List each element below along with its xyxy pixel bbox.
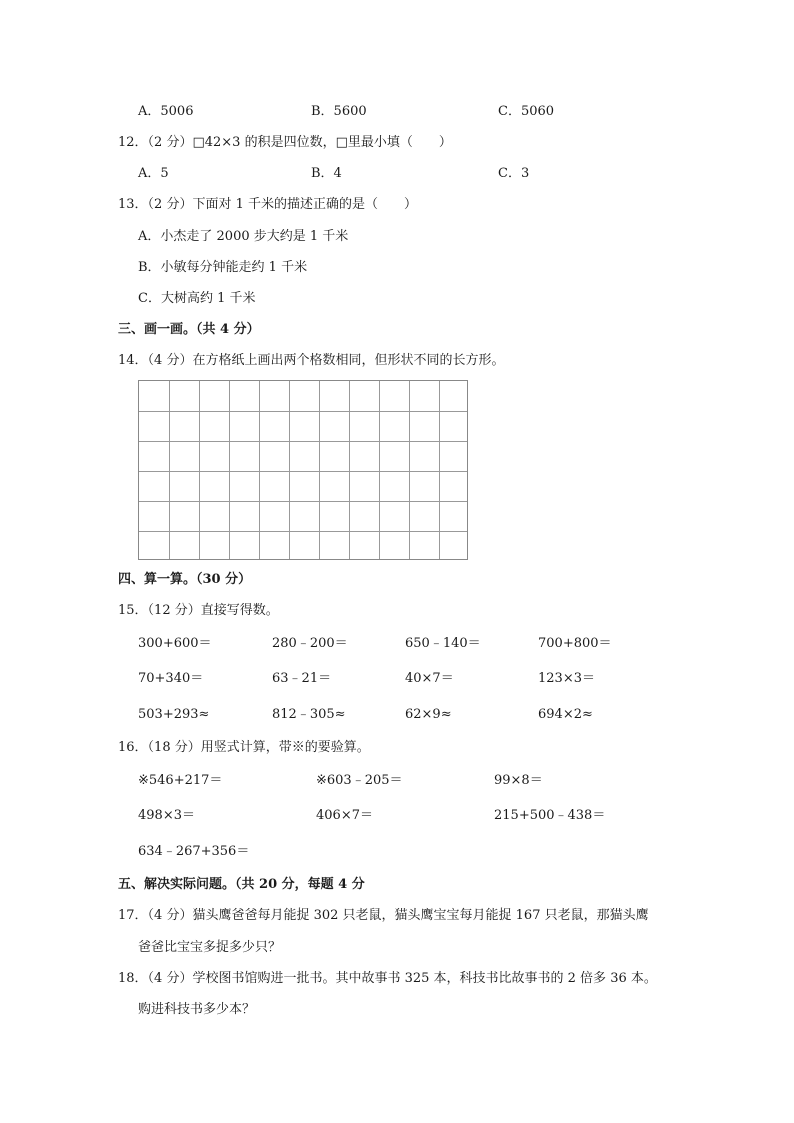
q12-option-b[interactable]: B．4 <box>311 166 342 181</box>
q15-item[interactable]: 40×7＝ <box>405 671 454 686</box>
q15-item[interactable]: 812﹣305≈ <box>272 707 346 722</box>
q16-item[interactable]: 498×3＝ <box>138 808 195 823</box>
q15-item[interactable]: 280﹣200＝ <box>272 636 348 651</box>
section-5-title: 五、解决实际问题。（共 20 分，每题 4 分 <box>118 877 365 892</box>
q16-item[interactable]: 99×8＝ <box>494 773 543 788</box>
q13-option-c[interactable]: C．大树高约 1 千米 <box>138 291 256 306</box>
grid-paper[interactable] <box>138 380 468 560</box>
q12-option-c[interactable]: C．3 <box>498 166 530 181</box>
q11-option-c[interactable]: C．5060 <box>498 104 555 119</box>
section-4-title: 四、算一算。（30 分） <box>118 572 252 587</box>
q15-item[interactable]: 694×2≈ <box>538 707 593 722</box>
q18-line-1: 18．（4 分）学校图书馆购进一批书。其中故事书 325 本，科技书比故事书的 2 倍多 36 本。 <box>118 971 657 986</box>
q11-option-a[interactable]: A．5006 <box>138 104 194 119</box>
q16-item[interactable]: ※546+217＝ <box>138 773 223 788</box>
q15-item[interactable]: 503+293≈ <box>138 707 210 722</box>
q16-item[interactable]: 634﹣267+356＝ <box>138 844 250 859</box>
q17-line-2: 爸爸比宝宝多捉多少只？ <box>138 940 282 955</box>
q15-item[interactable]: 123×3＝ <box>538 671 595 686</box>
q12-option-a[interactable]: A．5 <box>138 166 169 181</box>
q15-item[interactable]: 63﹣21＝ <box>272 671 332 686</box>
q13-stem: 13．（2 分）下面对 1 千米的描述正确的是（ ） <box>118 197 417 212</box>
q12-stem: 12．（2 分）□42×3 的积是四位数，□里最小填（ ） <box>118 135 452 150</box>
q15-stem: 15．（12 分）直接写得数。 <box>118 603 279 618</box>
q16-stem: 16．（18 分）用竖式计算，带※的要验算。 <box>118 740 370 755</box>
section-3-title: 三、画一画。（共 4 分） <box>118 322 260 337</box>
q14-stem: 14．（4 分）在方格纸上画出两个格数相同，但形状不同的长方形。 <box>118 353 505 368</box>
q13-option-b[interactable]: B．小敏每分钟能走约 1 千米 <box>138 260 308 275</box>
q15-item[interactable]: 70+340＝ <box>138 671 204 686</box>
q15-item[interactable]: 700+800＝ <box>538 636 612 651</box>
q13-option-a[interactable]: A．小杰走了 2000 步大约是 1 千米 <box>138 229 349 244</box>
q16-item[interactable]: 406×7＝ <box>316 808 373 823</box>
q15-item[interactable]: 650﹣140＝ <box>405 636 481 651</box>
q18-line-2: 购进科技书多少本？ <box>138 1002 256 1017</box>
q15-item[interactable]: 300+600＝ <box>138 636 212 651</box>
q16-item[interactable]: ※603﹣205＝ <box>316 773 403 788</box>
q11-option-b[interactable]: B．5600 <box>311 104 367 119</box>
q17-line-1: 17．（4 分）猫头鹰爸爸每月能捉 302 只老鼠，猫头鹰宝宝每月能捉 167 只老鼠，那猫头鹰 <box>118 908 649 923</box>
q15-item[interactable]: 62×9≈ <box>405 707 452 722</box>
q16-item[interactable]: 215+500﹣438＝ <box>494 808 606 823</box>
